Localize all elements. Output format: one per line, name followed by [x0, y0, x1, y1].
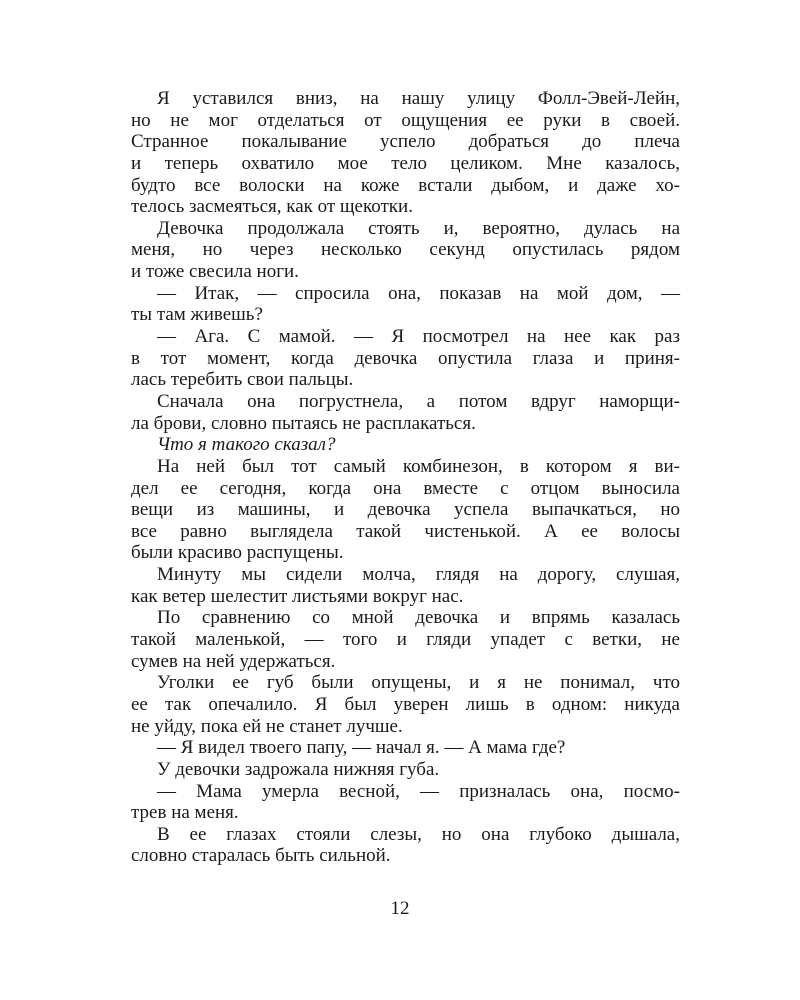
text-line: Сначала она погрустнела, а потом вдруг наморщи- — [157, 390, 680, 412]
text-line: телось засмеяться, как от щекотки. — [131, 196, 413, 218]
text-line: в тот момент, когда девочка опустила глаза и приня- — [131, 347, 680, 369]
text-line: Девочка продолжала стоять и, вероятно, дулась на — [157, 217, 680, 239]
text-line: трев на меня. — [131, 802, 239, 824]
paragraph — [131, 456, 680, 564]
italic-thought-paragraph — [131, 434, 680, 456]
text-line: — Ага. С мамой. — Я посмотрел на нее как раз — [157, 326, 680, 348]
text-line: — Я видел твоего папу, — начал я. — А мама где? — [157, 737, 566, 759]
page-body-text — [131, 88, 680, 867]
text-line: меня, но через несколько секунд опустилась рядом — [131, 239, 680, 261]
text-line: как ветер шелестит листьями вокруг нас. — [131, 585, 464, 607]
text-line: На ней был тот самый комбинезон, в котором я ви- — [157, 455, 680, 477]
text-line: будто все волоски на коже встали дыбом, и даже хо- — [131, 174, 680, 196]
text-line: ла брови, словно пытаясь не расплакаться. — [131, 412, 476, 434]
text-line: не уйду, пока ей не станет лучше. — [131, 715, 403, 737]
text-line: Я уставился вниз, на нашу улицу Фолл-Эвей-Лейн, — [157, 88, 680, 109]
paragraph — [131, 564, 680, 607]
text-line: — Итак, — спросила она, показав на мой дом, — — [157, 282, 680, 304]
text-line: Что я такого сказал? — [157, 434, 336, 456]
text-line: сумев на ней удержаться. — [131, 650, 336, 672]
text-line: словно старалась быть сильной. — [131, 845, 391, 867]
text-line: По сравнению со мной девочка и впрямь казалась — [157, 607, 680, 629]
paragraph — [131, 88, 680, 218]
text-line: Минуту мы сидели молча, глядя на дорогу, слушая, — [157, 564, 680, 586]
paragraph — [131, 326, 680, 391]
paragraph — [131, 218, 680, 283]
text-line: и теперь охватило мое тело целиком. Мне казалось, — [131, 152, 680, 174]
paragraph — [131, 737, 680, 759]
text-line: все равно выглядела такой чистенькой. А ее волосы — [131, 520, 680, 542]
paragraph — [131, 283, 680, 326]
text-line: Уголки ее губ были опущены, и я не понимал, что — [157, 672, 680, 694]
text-line: Странное покалывание успело добраться до плеча — [131, 131, 680, 153]
paragraph — [131, 781, 680, 824]
text-line: — Мама умерла весной, — призналась она, посмо- — [157, 780, 680, 802]
paragraph — [131, 824, 680, 867]
text-line: вещи из машины, и девочка успела выпачкаться, но — [131, 499, 680, 521]
paragraph — [131, 672, 680, 737]
text-line: ты там живешь? — [131, 304, 263, 326]
text-line: такой маленькой, — того и гляди упадет с ветки, не — [131, 629, 680, 651]
paragraph — [131, 607, 680, 672]
text-line: У девочки задрожала нижняя губа. — [157, 758, 440, 780]
text-line: и тоже свесила ноги. — [131, 261, 299, 283]
page-number: 12 — [390, 898, 410, 919]
text-line: дел ее сегодня, когда она вместе с отцом выносила — [131, 477, 680, 499]
text-line: были красиво распущены. — [131, 542, 344, 564]
text-line: В ее глазах стояли слезы, но она глубоко дышала, — [157, 823, 680, 845]
paragraph — [131, 391, 680, 434]
text-line: лась теребить свои пальцы. — [131, 369, 354, 391]
text-line: но не мог отделаться от ощущения ее руки в своей. — [131, 109, 680, 131]
paragraph — [131, 759, 680, 781]
text-line: ее так опечалило. Я был уверен лишь в одном: никуда — [131, 693, 680, 715]
